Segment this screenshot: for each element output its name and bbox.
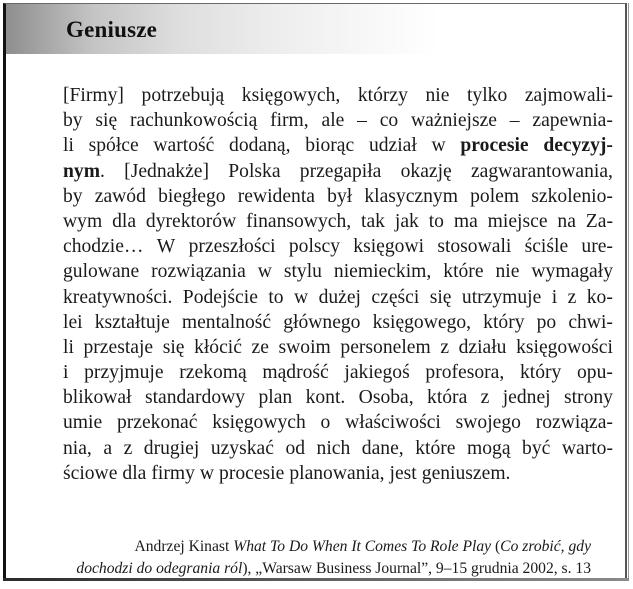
quote-word: ważniejsze (411, 110, 497, 132)
quote-word: by (63, 185, 83, 207)
quote-word: które (415, 437, 456, 459)
quote-word: rozwiązania (151, 261, 246, 283)
quote-word: biorąc (305, 135, 355, 157)
quote-word: nie (495, 261, 520, 283)
quote-word: wartość (153, 135, 215, 157)
quote-word: dla (112, 210, 137, 232)
quote-line (63, 335, 613, 360)
quote-word: finansowych, (246, 210, 352, 232)
quote-word: jest (389, 462, 417, 484)
quote-word: zawód (94, 185, 146, 207)
quote-word: drugiej (143, 437, 200, 459)
quote-line (63, 184, 613, 209)
quote-word: Podejście (182, 286, 258, 308)
quote-word: [Jednakże] (124, 160, 210, 182)
quote-word: wymagały (531, 261, 613, 283)
quote-word: o (320, 412, 331, 434)
quote-word: nich (316, 437, 351, 459)
quote-word: umie (63, 412, 103, 434)
quote-word: ściowe (63, 462, 118, 484)
quote-word: swoim (278, 336, 331, 358)
quote-word: polscy (288, 236, 341, 258)
quote-word: to (428, 210, 444, 232)
quote-word: – (357, 110, 367, 132)
quote-word: właściwości (345, 412, 441, 434)
quote-word: przeszłości (188, 236, 276, 258)
quote-word: która (427, 387, 468, 409)
quote-word: – (509, 110, 520, 132)
quote-word: w (293, 286, 309, 308)
quote-word: jak (394, 210, 419, 232)
quote-word: który (519, 362, 562, 384)
quote-word: nym. (63, 160, 105, 182)
quote-text (63, 83, 613, 486)
quote-word: kreatywności. (63, 286, 173, 308)
quote-word: Polska (228, 160, 281, 182)
quote-word: planowania, (289, 462, 385, 484)
quote-word: ma (453, 210, 478, 232)
quote-word: działu (458, 336, 507, 358)
quote-word: miejsce (487, 210, 548, 232)
quote-word: na (557, 210, 576, 232)
quote-box (3, 3, 627, 580)
quote-word: dla (122, 462, 147, 484)
quote-line (63, 133, 613, 158)
quote-word: dużej (318, 286, 361, 308)
quote-word: warto- (561, 437, 613, 459)
quote-word: procesie (460, 135, 529, 157)
quote-word: decyzyj- (543, 135, 613, 157)
quote-word: chodzie… (63, 236, 144, 258)
quote-word: ze (251, 336, 269, 358)
quote-word: w (199, 462, 215, 484)
quote-word: dodaną, (229, 135, 291, 157)
quote-word: firmy (151, 462, 195, 484)
quote-word: nia, (63, 437, 92, 459)
quote-word: i (551, 286, 558, 308)
quote-word: blikował (63, 387, 132, 409)
citation-line-1: Andrzej Kinast What To Do When It Comes To Role Play (Co zrobić, gdy (134, 538, 591, 555)
quote-word: li (63, 135, 74, 157)
quote-line (63, 410, 613, 435)
quote-word: okazję (400, 160, 452, 182)
quote-line (63, 259, 613, 284)
quote-word: przekonać (116, 412, 198, 434)
quote-word: kłócić (194, 336, 242, 358)
quote-word: gulowane (63, 261, 140, 283)
quote-word: procesie (219, 462, 285, 484)
quote-word: plan (258, 387, 293, 409)
quote-word: nie (425, 85, 450, 106)
quote-word: spółce (88, 135, 139, 157)
quote-word: zagwarantowania, (470, 160, 613, 182)
quote-word: był (327, 185, 353, 207)
quote-word: Za- (585, 210, 613, 232)
quote-word: rewidenta (237, 185, 315, 207)
quote-line (63, 436, 613, 461)
quote-word: ko- (586, 286, 613, 308)
quote-line (63, 234, 613, 259)
quote-word: które (443, 261, 484, 283)
quote-word: polem (470, 185, 520, 207)
quote-word: dyrektorów (145, 210, 237, 232)
quote-word: kont. (305, 387, 346, 409)
quote-word: stosowali (437, 236, 512, 258)
quote-word: chwi- (568, 311, 613, 333)
quote-word: części (371, 286, 420, 308)
box-title: Geniusze (66, 17, 158, 42)
quote-word: W (156, 236, 176, 258)
quote-word: tylko (466, 85, 508, 106)
citation-line-2: dochodzi do odegrania ról), „Warsaw Business Journal”, 9–15 grudnia 2002, s. 13 (76, 560, 591, 577)
quote-word: po (536, 311, 557, 333)
quote-word: geniuszem. (421, 462, 511, 484)
quote-word: przyjmuje (84, 362, 164, 384)
quote-line (63, 209, 613, 234)
quote-word: szkolenio- (531, 185, 613, 207)
quote-word: opu- (576, 362, 613, 384)
quote-word: utrzymuje (461, 286, 542, 308)
quote-word: biegłego (158, 185, 226, 207)
quote-word: jednej (502, 387, 551, 409)
quote-line (63, 360, 613, 385)
quote-word: swojego (455, 412, 521, 434)
quote-word: stylu (283, 261, 322, 283)
quote-word: z (123, 437, 133, 459)
quote-word: niemieckim, (333, 261, 432, 283)
quote-word: w (431, 135, 446, 157)
header-banner (6, 4, 625, 54)
right-border (628, 3, 629, 581)
quote-word: się (162, 336, 185, 358)
quote-word: personelem (340, 336, 431, 358)
quote-word: zapewnia- (532, 110, 613, 132)
quote-word: rachunkowością (129, 110, 258, 132)
quote-line (63, 461, 613, 486)
quote-word: kształtuje (94, 311, 170, 333)
quote-word: zajmowali- (524, 85, 613, 106)
quote-word: profesora, (425, 362, 505, 384)
quote-word: li (63, 336, 74, 358)
quote-word: potrzebują (141, 85, 225, 106)
quote-line (63, 310, 613, 335)
quote-line (63, 159, 613, 184)
quote-line (63, 108, 613, 133)
quote-word: strony (563, 387, 613, 409)
quote-word: księgowych (212, 412, 306, 434)
quote-word: klasycznym (364, 185, 458, 207)
quote-word: by (63, 110, 83, 132)
quote-word: standardowy (144, 387, 246, 409)
quote-word: dane, (361, 437, 404, 459)
quote-line (63, 83, 613, 108)
quote-word: to (268, 286, 284, 308)
quote-word: którzy (357, 85, 408, 106)
quote-word: mogą (466, 437, 511, 459)
quote-word: się (95, 110, 118, 132)
quote-word: przegapiła (299, 160, 382, 182)
quote-word: od (285, 437, 306, 459)
quote-word: księgowi (353, 236, 425, 258)
quote-word: i (63, 362, 69, 384)
quote-word: firm, (270, 110, 309, 132)
quote-word: głównego (283, 311, 361, 333)
quote-word: [Firmy] (63, 85, 124, 106)
quote-word: ściśle (524, 236, 569, 258)
quote-line (63, 285, 613, 310)
quote-word: jakiegoś (344, 362, 410, 384)
quote-word: rzekomą (179, 362, 247, 384)
quote-word: mądrość (262, 362, 329, 384)
quote-word: tak (361, 210, 385, 232)
quote-word: uzyskać (210, 437, 274, 459)
quote-word: rozwiąza- (535, 412, 613, 434)
quote-word: co (379, 110, 399, 132)
quote-line (63, 385, 613, 410)
quote-word: ale (321, 110, 345, 132)
quote-word: lei (63, 311, 83, 333)
quote-word: a (103, 437, 113, 459)
quote-word: się (429, 286, 452, 308)
quote-word: z (480, 387, 490, 409)
quote-word: księgowych, (241, 85, 341, 106)
quote-word: który (483, 311, 525, 333)
quote-word: z (440, 336, 450, 358)
quote-word: być (522, 437, 551, 459)
quote-word: wym (63, 210, 103, 232)
quote-word: z (567, 286, 577, 308)
quote-word: Osoba, (358, 387, 414, 409)
quote-word: w (257, 261, 272, 283)
quote-word: przestaje (83, 336, 154, 358)
quote-word: ure- (581, 236, 613, 258)
quote-word: mentalność (181, 311, 272, 333)
citation (31, 536, 591, 580)
quote-word: księgowego, (372, 311, 472, 333)
quote-word: księgowości (516, 336, 613, 358)
quote-word: udział (368, 135, 417, 157)
